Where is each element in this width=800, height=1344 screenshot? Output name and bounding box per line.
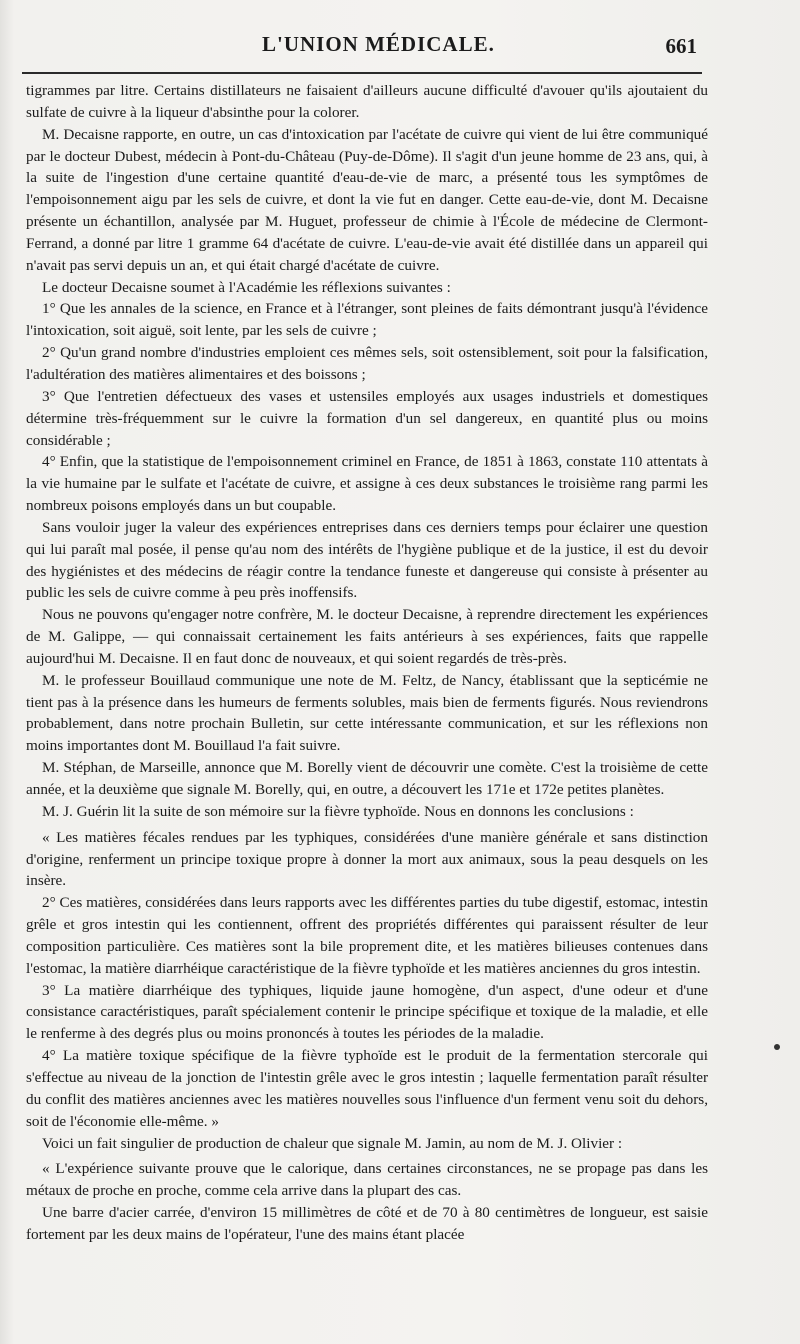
margin-mark — [774, 1044, 780, 1050]
header-rule — [22, 72, 702, 74]
paragraph: 3° Que l'entretien défectueux des vases et ustensiles employés aux usages industriels et domestiques détermine très-fréquemment sur le cuivre la formation d'un sel dangereux, en quantité plus ou moins considérable ; — [26, 387, 708, 449]
paragraph: 2° Ces matières, considérées dans leurs rapports avec les différentes parties du tube digestif, estomac, intestin grêle et gros intestin qui les contiennent, offrent des propriétés différentes qui paraissent résulter de leur composition particulière. Ces matières sont la bile proprement dite, et les matières bilieuses contenues dans l'estomac, la matière diarrhéique caractéristique de la fièvre typhoïde et les matières anciennes du gros intestin. — [26, 894, 708, 977]
page-number: 661 — [665, 34, 697, 58]
paragraph: Voici un fait singulier de production de chaleur que signale M. Jamin, au nom de M. J. Olivier : — [42, 1134, 623, 1152]
paragraph: 1° Que les annales de la science, en France et à l'étranger, sont pleines de faits démontrant jusqu'à l'évidence l'intoxication, soit aiguë, soit lente, par les sels de cuivre ; — [26, 300, 708, 340]
paragraph: 3° La matière diarrhéique des typhiques, liquide jaune homogène, d'un aspect, d'une odeur et d'une consistance caractéristiques, paraît spécialement contenir le principe spécifique et toxique de la maladie, et elle le renferme à des degrés plus ou moins prononcés à toutes les périodes de la maladie. — [26, 981, 708, 1043]
paragraph: Nous ne pouvons qu'engager notre confrère, M. le docteur Decaisne, à reprendre directement les expériences de M. Galippe, — qui connaissait certainement les faits antérieurs à ses expériences, faits que rappelle aujourd'hui M. Decaisne. Il en faut donc de nouveaux, et qui soient regardés de très-près. — [26, 606, 708, 667]
paragraph: M. Decaisne rapporte, en outre, un cas d'intoxication par l'acétate de cuivre qui vient de lui être communiqué par le docteur Dubest, médecin à Pont-du-Château (Puy-de-Dôme). Il s'agit d'un jeune homme de 23 ans, qui, à la suite de l'ingestion d'une certaine quantité d'eau-de-vie de marc, a présenté tous les symptômes de l'empoisonnement aigu par les sels de cuivre, et dont la vie fut en danger. Cette eau-de-vie, dont M. Decaisne présente un échantillon, analysée par M. Huguet, professeur de chimie à l'École de médecine de Clermont-Ferrand, a donné par litre 1 gramme 64 d'acétate de cuivre. L'eau-de-vie avait été distillée dans un appareil qui n'avait pas servi depuis un an, et qui était chargé d'acétate de cuivre. — [26, 125, 708, 274]
paragraph: tigrammes par litre. Certains distillateurs ne faisaient d'ailleurs aucune difficulté d'avouer qu'ils ajoutaient du sulfate de cuivre à la liqueur d'absinthe pour la colorer. — [26, 82, 708, 121]
paragraph: « Les matières fécales rendues par les typhiques, considérées d'une manière générale et sans distinction d'origine, renferment un principe toxique propre à donner la mort aux animaux, sous la peau desquels on les insère. — [26, 828, 708, 890]
paragraph: Le docteur Decaisne soumet à l'Académie les réflexions suivantes : — [42, 278, 451, 296]
running-title: L'UNION MÉDICALE. — [262, 32, 495, 56]
paragraph: M. J. Guérin lit la suite de son mémoire sur la fièvre typhoïde. Nous en donnons les conclusions : — [42, 802, 634, 820]
paragraph: 4° La matière toxique spécifique de la fièvre typhoïde est le produit de la fermentation stercorale qui s'effectue au niveau de la jonction de l'intestin grêle avec le gros intestin ; laquelle fermentation paraît résulter du conflit des matières anciennes avec les matières nouvelles sous l'influence d'un ferment venu soit du dehors, soit de l'économie elle-même. » — [26, 1047, 708, 1130]
body-text — [26, 80, 708, 1246]
paragraph: « L'expérience suivante prouve que le calorique, dans certaines circonstances, ne se propage pas dans les métaux de proche en proche, comme cela arrive dans la plupart des cas. — [26, 1160, 708, 1200]
paragraph: M. le professeur Bouillaud communique une note de M. Feltz, de Nancy, établissant que la septicémie ne tient pas à la présence dans les humeurs de ferments solubles, mais bien de ferments figurés. Nous reviendrons probablement, dans notre prochain Bulletin, sur cette intéressante communication, et sur les réflexions non moins importantes dont M. Bouillaud l'a fait suivre. — [26, 671, 708, 755]
paragraph: Sans vouloir juger la valeur des expériences entreprises dans ces derniers temps pour éclairer une question qui lui paraît mal posée, il pense qu'au nom des intérêts de l'hygiène publique et de la justice, il est du devoir des hygiénistes et des médecins de réagir contre la tendance funeste et dangereuse qui consiste à présenter au public les sels de cuivre comme à peu près inoffensifs. — [26, 518, 708, 602]
paragraph: M. Stéphan, de Marseille, annonce que M. Borelly vient de découvrir une comète. C'est la troisième de cette année, et la deuxième que signale M. Borelly, qui, en outre, a découvert les 171e et 172e petites planètes. — [26, 759, 708, 798]
page-header — [0, 30, 800, 60]
paragraph: 2° Qu'un grand nombre d'industries emploient ces mêmes sels, soit ostensiblement, soit pour la falsification, l'adultération des matières alimentaires et des boissons ; — [26, 344, 708, 383]
paragraph: 4° Enfin, que la statistique de l'empoisonnement criminel en France, de 1851 à 1863, constate 110 attentats à la vie humaine par le sulfate et l'acétate de cuivre, et assigne à ces deux substances le troisième rang parmi les nombreux poisons employés dans un but coupable. — [26, 453, 708, 515]
paragraph: Une barre d'acier carrée, d'environ 15 millimètres de côté et de 70 à 80 centimètres de longueur, est saisie fortement par les deux mains de l'opérateur, l'une des mains étant placée — [26, 1204, 708, 1243]
